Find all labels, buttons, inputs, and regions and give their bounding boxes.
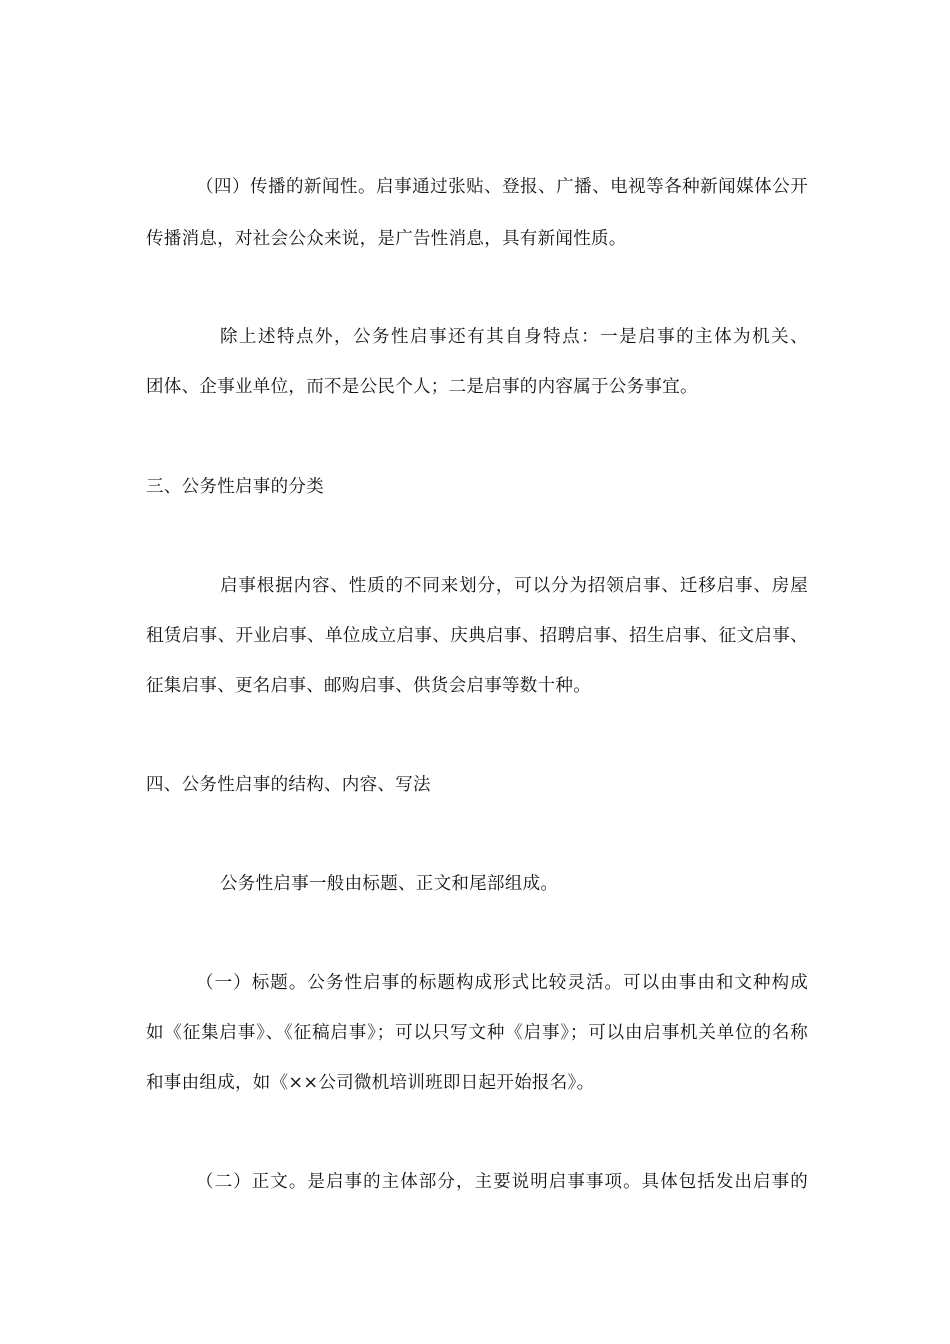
text-line: 除上述特点外，公务性启事还有其自身特点：一是启事的主体为机关、 bbox=[220, 327, 808, 347]
text-line: 租赁启事、开业启事、单位成立启事、庆典启事、招聘启事、招生启事、征文启事、 bbox=[146, 626, 808, 646]
paragraph-composition: 公务性启事一般由标题、正文和尾部组成。 bbox=[220, 874, 559, 894]
text-line: 征集启事、更名启事、邮购启事、供货会启事等数十种。 bbox=[146, 676, 591, 696]
text-line: 团体、企事业单位，而不是公民个人；二是启事的内容属于公务事宜。 bbox=[146, 377, 698, 397]
text-line: （一）标题。公务性启事的标题构成形式比较灵活。可以由事由和文种构成 bbox=[196, 973, 808, 993]
section-heading-structure: 四、公务性启事的结构、内容、写法 bbox=[146, 775, 431, 795]
text-line: （四）传播的新闻性。启事通过张贴、登报、广播、电视等各种新闻媒体公开 bbox=[196, 177, 808, 197]
text-line: （二）正文。是启事的主体部分，主要说明启事事项。具体包括发出启事的 bbox=[196, 1172, 808, 1192]
text-line: 启事根据内容、性质的不同来划分，可以分为招领启事、迁移启事、房屋 bbox=[220, 576, 808, 596]
text-line: 和事由组成，如《××公司微机培训班即日起开始报名》。 bbox=[146, 1073, 595, 1093]
text-line: 如《征集启事》、《征稿启事》；可以只写文种《启事》；可以由启事机关单位的名称 bbox=[146, 1023, 808, 1043]
section-heading-classification: 三、公务性启事的分类 bbox=[146, 477, 324, 497]
text-line: 传播消息，对社会公众来说，是广告性消息，具有新闻性质。 bbox=[146, 229, 627, 249]
